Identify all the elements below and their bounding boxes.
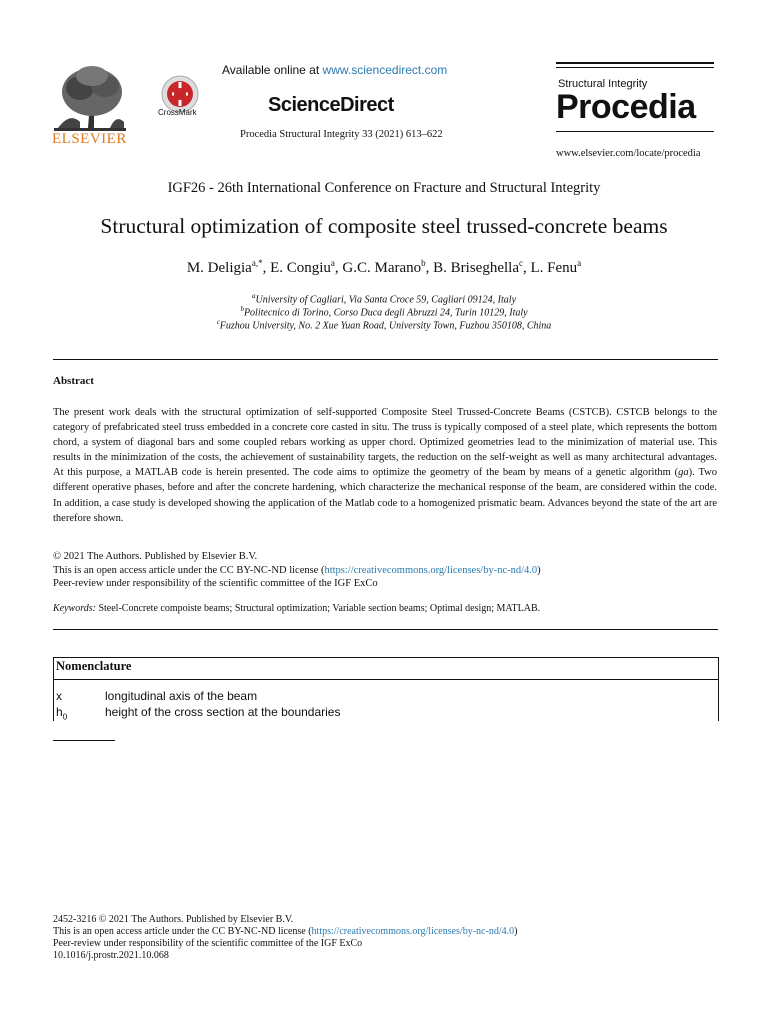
keywords-label: Keywords: <box>53 603 96 614</box>
affiliation: $^b$Politecnico di Torino, Corso Duca degli Abruzzi 24, Turin 10129, Italy <box>240 305 528 319</box>
license-line: This is an open access article under the CC BY-NC-ND license (https://creativecommons.org/licenses/by-nc-nd/4.0) <box>53 564 541 576</box>
available-online <box>222 63 447 77</box>
procedia-rule-top <box>556 62 714 64</box>
author: G.C. Marano$^b$, <box>342 258 434 276</box>
author: B. Briseghella$^c$, <box>433 258 531 276</box>
doi[interactable]: 10.1016/j.prostr.2021.10.068 <box>53 950 169 961</box>
author: E. Congiu$^a$, <box>270 258 343 276</box>
procedia-rule-bottom <box>556 131 714 132</box>
footer-license-line: This is an open access article under the CC BY-NC-ND license (https://creativecommons.org/licenses/by-nc-nd/4.0) <box>53 926 518 937</box>
sciencedirect-link[interactable]: www.sciencedirect.com <box>322 63 448 77</box>
copyright-line: © 2021 The Authors. Published by Elsevier B.V. <box>53 551 258 562</box>
divider <box>53 629 718 630</box>
sciencedirect-name: ScienceDirect <box>268 94 394 116</box>
nomenclature-symbol: x <box>56 689 62 703</box>
nomenclature-definition: height of the cross section at the boundaries <box>105 705 341 719</box>
copyright-block <box>53 550 717 591</box>
procedia-subtitle: Structural Integrity <box>558 78 648 90</box>
affiliation: $^c$Fuzhou University, No. 2 Xue Yuan Road, University Town, Fuzhou 350108, China <box>216 318 552 332</box>
conference-name: IGF26 - 26th International Conference on Fracture and Structural Integrity <box>167 180 601 196</box>
journal-reference: Procedia Structural Integrity 33 (2021) 613–622 <box>240 129 443 140</box>
available-online-prefix: Available online at <box>222 63 323 77</box>
elsevier-wordmark: ELSEVIER <box>52 131 127 147</box>
paper-title: Structural optimization of composite steel trussed-concrete beams <box>100 214 668 238</box>
keywords-text: Steel-Concrete compoiste beams; Structural optimization; Variable section beams; Optimal design; MATLAB. <box>95 603 541 614</box>
keywords <box>53 603 717 614</box>
affiliation: $^a$University of Cagliari, Via Santa Croce 59, Cagliari 09124, Italy <box>251 292 517 306</box>
procedia-title: Procedia <box>556 88 696 126</box>
author: M. Deligia$^{a,*}$, <box>186 258 271 276</box>
author: L. Fenu$^a$ <box>530 258 582 276</box>
procedia-rule-top-thin <box>556 67 714 68</box>
abstract-heading: Abstract <box>53 375 94 387</box>
issn-line: 2452-3216 © 2021 The Authors. Published by Elsevier B.V. <box>53 914 294 925</box>
crossmark-label: CrossMark <box>158 108 197 117</box>
footer-peer-review: Peer-review under responsibility of the scientific committee of the IGF ExCo <box>53 938 363 949</box>
page-footer <box>53 914 717 962</box>
footer-license-link[interactable]: https://creativecommons.org/licenses/by-nc-nd/4.0 <box>311 926 515 937</box>
license-link[interactable]: https://creativecommons.org/licenses/by-nc-nd/4.0 <box>324 564 538 576</box>
abstract-body: The present work deals with the structural optimization of self-supported Composite Steel Trussed-Concrete Beams (CSTCB). CSTCB belongs to the category of prefabricated steel truss embedded in a concrete core casted in situ. The truss is typically composed of a steel plate, which represents the bottom chord, a system of diagonal bars and some coupled rebars working as upper chord. Optimized geometries lead to the minimization of material use. This results in the minimization of the costs, the achievement of sustainability targets, the reduction on the self-weight as well as many architectural advantages. At this purpose, a MATLAB code is herein presented. The code aims to optimize the geometry of the beam by means of a genetic algorithm (ga). Two different operative phases, before and after the concrete hardening, which characterize the mechanical response of the beam, are considered within the code. In addition, a case study is developed showing the application of the Matlab code to a homogenized prismatic beam. Advances beyond the state of the art are therefore shown. <box>53 407 717 524</box>
footnote-rule <box>53 740 115 741</box>
nomenclature-definition: longitudinal axis of the beam <box>105 689 258 703</box>
author-list <box>0 258 768 277</box>
nomenclature-divider <box>53 679 719 680</box>
divider <box>53 359 718 360</box>
journal-url[interactable]: www.elsevier.com/locate/procedia <box>556 148 701 159</box>
peer-review-line: Peer-review under responsibility of the scientific committee of the IGF ExCo <box>53 578 378 589</box>
nomenclature-heading: Nomenclature <box>56 659 132 673</box>
nomenclature-symbol: $h_0$ <box>56 705 68 722</box>
